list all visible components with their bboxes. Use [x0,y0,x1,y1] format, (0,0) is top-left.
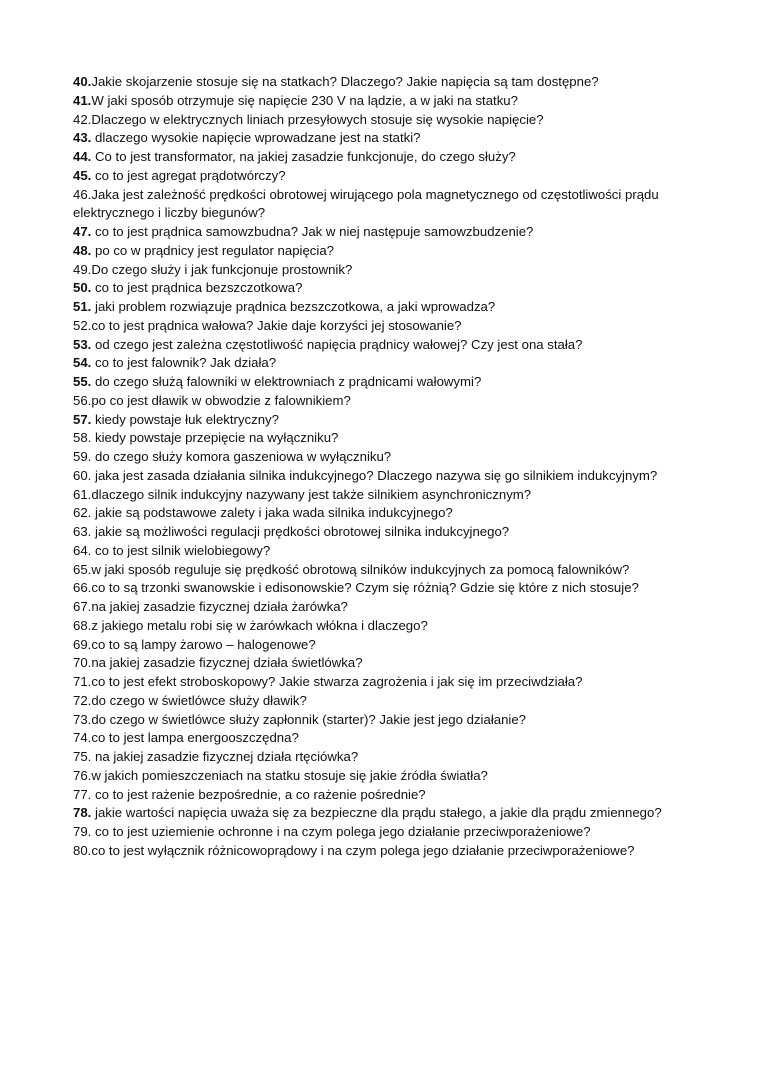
question-text: co to jest efekt stroboskopowy? Jakie stwarza zagrożenia i jak się im przeciwdziała? [91,674,583,689]
question-number: 67. [73,599,92,614]
question-item [73,92,713,111]
question-number: 65. [73,561,92,577]
question-item [73,354,713,373]
question-item [73,711,713,730]
question-text: co to jest prądnica wałowa? Jakie daje korzyści jej stosowanie? [91,317,462,333]
question-text: co to jest rażenie bezpośrednie, a co rażenie pośrednie? [91,786,426,802]
question-item [73,429,713,448]
question-item [73,167,713,186]
question-number: 49. [73,261,92,277]
question-item [73,692,713,711]
question-number: 53. [73,336,92,352]
question-number: 59. [73,449,92,464]
question-number: 70. [73,655,92,671]
question-item [73,317,713,336]
question-item [73,523,713,542]
question-text: po co jest dławik w obwodzie z falownikiem? [91,392,351,408]
question-item [73,579,713,598]
question-item [73,486,713,505]
question-number: 54. [73,355,92,371]
question-number: 45. [73,167,92,183]
question-number: 46. [73,186,92,202]
question-number: 40. [73,74,92,89]
question-item [73,542,713,561]
question-text: co to jest uziemienie ochronne i na czym polega jego działanie przeciwporażeniowe? [91,824,591,839]
question-item [73,242,713,261]
question-text: do czego służy komora gaszeniowa w wyłączniku? [91,449,392,464]
question-number: 77. [73,786,92,802]
question-text: co to jest wyłącznik różnicowoprądowy i na czym polega jego działanie przeciwporażeniowe? [91,842,635,858]
question-text: W jaki sposób otrzymuje się napięcie 230 V na lądzie, a w jaki na statku? [91,92,518,108]
question-item [73,654,713,673]
question-item [73,186,713,224]
question-number: 74. [73,730,92,746]
question-text: co to jest lampa energooszczędna? [91,730,299,746]
question-item [73,392,713,411]
question-number: 69. [73,636,92,652]
question-number: 44. [73,149,92,164]
question-number: 57. [73,411,92,427]
question-text: jaki problem rozwiązuje prądnica bezszczotkowa, a jaki wprowadza? [91,299,496,314]
question-item [73,373,713,392]
question-number: 78. [73,805,92,821]
question-text: jaka jest zasada działania silnika indukcyjnego? Dlaczego nazywa się go silnikiem indukcyjnym? [91,467,658,483]
question-number: 50. [73,280,92,296]
question-number: 73. [73,711,92,727]
question-text: Do czego służy i jak funkcjonuje prostownik? [91,261,353,277]
question-item [73,148,713,167]
question-text: dlaczego silnik indukcyjny nazywany jest także silnikiem asynchronicznym? [91,486,532,502]
question-number: 61. [73,486,92,502]
question-number: 72. [73,692,92,708]
question-text: co to są trzonki swanowskie i edisonowskie? Czym się różnią? Gdzie się które z nich stosuje? [91,580,639,596]
question-number: 76. [73,767,92,783]
question-item [73,729,713,748]
question-text: jakie są możliwości regulacji prędkości obrotowej silnika indukcyjnego? [91,524,510,539]
question-number: 48. [73,242,92,258]
question-item [73,73,713,92]
question-text: Co to jest transformator, na jakiej zasadzie funkcjonuje, do czego służy? [91,149,516,164]
question-number: 60. [73,467,92,483]
question-item [73,411,713,430]
question-text: do czego w świetlówce służy zapłonnik (starter)? Jakie jest jego działanie? [91,711,527,727]
question-text: po co w prądnicy jest regulator napięcia? [91,242,334,258]
question-text: w jaki sposób reguluje się prędkość obrotową silników indukcyjnych za pomocą falowników? [91,561,630,577]
question-number: 80. [73,842,92,858]
question-number: 63. [73,524,92,539]
question-text: co to jest silnik wielobiegowy? [91,542,271,558]
question-text: z jakiego metalu robi się w żarówkach włókna i dlaczego? [91,617,428,633]
question-text: co to jest prądnica samowzbudna? Jak w niej następuje samowzbudzenie? [91,224,534,239]
question-number: 51. [73,299,92,314]
question-item [73,823,713,842]
question-number: 47. [73,224,92,239]
question-number: 64. [73,542,92,558]
question-item [73,261,713,280]
question-item [73,129,713,148]
question-text: co to jest falownik? Jak działa? [91,355,277,371]
question-number: 41. [73,92,92,108]
question-text: na jakiej zasadzie fizycznej działa żarówka? [91,599,348,614]
question-text: Jaka jest zależność prędkości obrotowej wirującego pola magnetycznego od częstotliwości prądu elektrycznego i liczby biegunów? [73,186,659,221]
question-text: dlaczego wysokie napięcie wprowadzane jest na statki? [91,130,421,146]
question-item [73,223,713,242]
question-item [73,598,713,617]
question-number: 43. [73,130,92,146]
question-item [73,504,713,523]
question-number: 62. [73,505,92,521]
question-text: Jakie skojarzenie stosuje się na statkach? Dlaczego? Jakie napięcia są tam dostępne? [91,74,599,89]
question-number: 79. [73,824,92,839]
document-page [73,73,713,861]
question-item [73,561,713,580]
question-text: kiedy powstaje łuk elektryczny? [91,411,279,427]
question-text: do czego w świetlówce służy dławik? [91,692,307,708]
question-item [73,804,713,823]
question-item [73,786,713,805]
question-text: od czego jest zależna częstotliwość napięcia prądnicy wałowej? Czy jest ona stała? [91,336,583,352]
question-number: 66. [73,580,92,596]
question-item [73,111,713,130]
question-item [73,336,713,355]
question-text: Dlaczego w elektrycznych liniach przesyłowych stosuje się wysokie napięcie? [91,111,544,127]
question-item [73,279,713,298]
question-text: w jakich pomieszczeniach na statku stosuje się jakie źródła światła? [91,767,488,783]
question-text: jakie wartości napięcia uważa się za bezpieczne dla prądu stałego, a jakie dla prądu zmiennego? [91,805,662,821]
question-text: co to jest agregat prądotwórczy? [91,167,286,183]
question-number: 56. [73,392,92,408]
question-text: co to są lampy żarowo – halogenowe? [91,636,316,652]
question-text: na jakiej zasadzie fizycznej działa rtęciówka? [91,749,359,764]
question-number: 68. [73,617,92,633]
question-number: 71. [73,674,92,689]
question-number: 42. [73,111,92,127]
question-item [73,448,713,467]
question-text: jakie są podstawowe zalety i jaka wada silnika indukcyjnego? [91,505,453,521]
question-text: do czego służą falowniki w elektrowniach z prądnicami wałowymi? [91,374,482,389]
question-number: 55. [73,374,92,389]
question-text: co to jest prądnica bezszczotkowa? [91,280,303,296]
question-item [73,636,713,655]
question-item [73,748,713,767]
question-number: 58. [73,430,92,446]
question-number: 52. [73,317,92,333]
question-number: 75. [73,749,92,764]
question-item [73,842,713,861]
question-item [73,617,713,636]
question-text: kiedy powstaje przepięcie na wyłączniku? [91,430,339,446]
question-item [73,673,713,692]
question-item [73,298,713,317]
question-text: na jakiej zasadzie fizycznej działa świetlówka? [91,655,363,671]
question-item [73,467,713,486]
question-item [73,767,713,786]
